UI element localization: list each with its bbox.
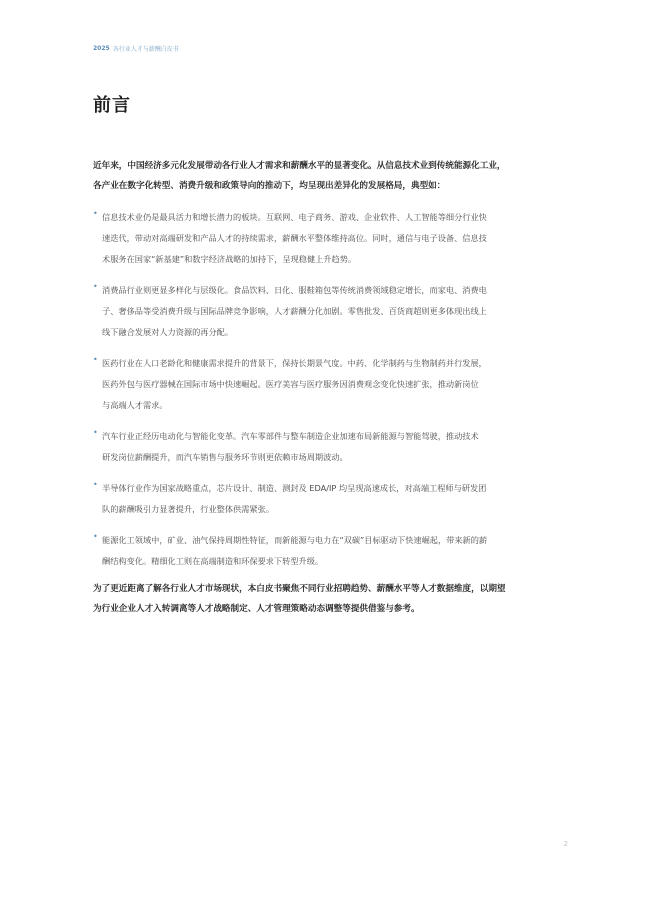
list-item <box>93 351 575 414</box>
industry-list <box>93 205 575 570</box>
list-item-text: 汽车行业正经历电动化与智能化变革。汽车零部件与整车制造企业加速布局新能源与智能驾驶，推动技术 研发岗位薪酬提升，而汽车销售与服务环节则更依赖市场周期波动。 <box>102 431 479 462</box>
bullet-dot-icon: • <box>93 428 98 437</box>
bullet-dot-icon: • <box>93 480 98 489</box>
list-item-text: 消费品行业则更显多样化与层级化。食品饮料、日化、服鞋箱包等传统消费领域稳定增长，而家电、消费电 子、奢侈品等受消费升级与国际品牌竞争影响，人才薪酬分化加剧。零售批发、百货商超则更多体现出线上 线下融合发展对人力资源的再分配。 <box>102 285 487 337</box>
bullet-dot-icon: • <box>93 532 98 541</box>
header-label: 各行业人才与薪酬白皮书 <box>112 46 179 53</box>
bullet-dot-icon: • <box>93 209 98 218</box>
list-item-text: 信息技术业仍是最具活力和增长潜力的板块。互联网、电子商务、游戏、企业软件、人工智能等细分行业快 速迭代，带动对高端研发和产品人才的持续需求，薪酬水平整体维持高位。同时，通信与电子设备、信息技 术服务在国家“新基建”和数字经济战略的加持下，呈现稳健上升趋势。 <box>102 212 487 264</box>
list-item <box>93 528 575 570</box>
list-item <box>93 205 575 268</box>
list-item-text: 医药行业在人口老龄化和健康需求提升的背景下，保持长期景气度。中药、化学制药与生物制药并行发展， 医药外包与医疗器械在国际市场中快速崛起。医疗美容与医疗服务因消费观念变化快速扩张，推动新岗位 与高端人才需求。 <box>102 358 487 410</box>
header-tag <box>93 44 179 53</box>
page-number: 2 <box>563 840 568 848</box>
list-item-text: 半导体行业作为国家战略重点，芯片设计、制造、测封及 EDA/IP 均呈现高速成长，对高端工程师与研发团 队的薪酬吸引力显著提升，行业整体供需紧张。 <box>102 483 487 514</box>
list-item <box>93 424 575 466</box>
list-item <box>93 278 575 341</box>
intro-paragraph: 近年来，中国经济多元化发展带动各行业人才需求和薪酬水平的显著变化。从信息技术业到传统能源化工业， 各产业在数字化转型、消费升级和政策导向的推动下，均呈现出差异化的发展格局，典型如： <box>93 161 506 191</box>
list-item <box>93 476 575 518</box>
list-item-text: 能源化工领域中，矿业、油气保持周期性特征，而新能源与电力在“双碳”目标驱动下快速崛起，带来新的薪 酬结构变化。精细化工则在高端制造和环保要求下转型升级。 <box>102 535 488 566</box>
outro-paragraph: 为了更近距离了解各行业人才市场现状，本白皮书聚焦不同行业招聘趋势、薪酬水平等人才数据维度，以期望 为行业企业人才入转调离等人才战略制定、人才管理策略动态调整等提供借鉴与参考。 <box>93 584 506 614</box>
header-code: 2025 <box>93 45 110 52</box>
bullet-dot-icon: • <box>93 282 98 291</box>
preface-content <box>93 156 575 619</box>
page-title: 前言 <box>93 95 131 116</box>
bullet-dot-icon: • <box>93 355 98 364</box>
